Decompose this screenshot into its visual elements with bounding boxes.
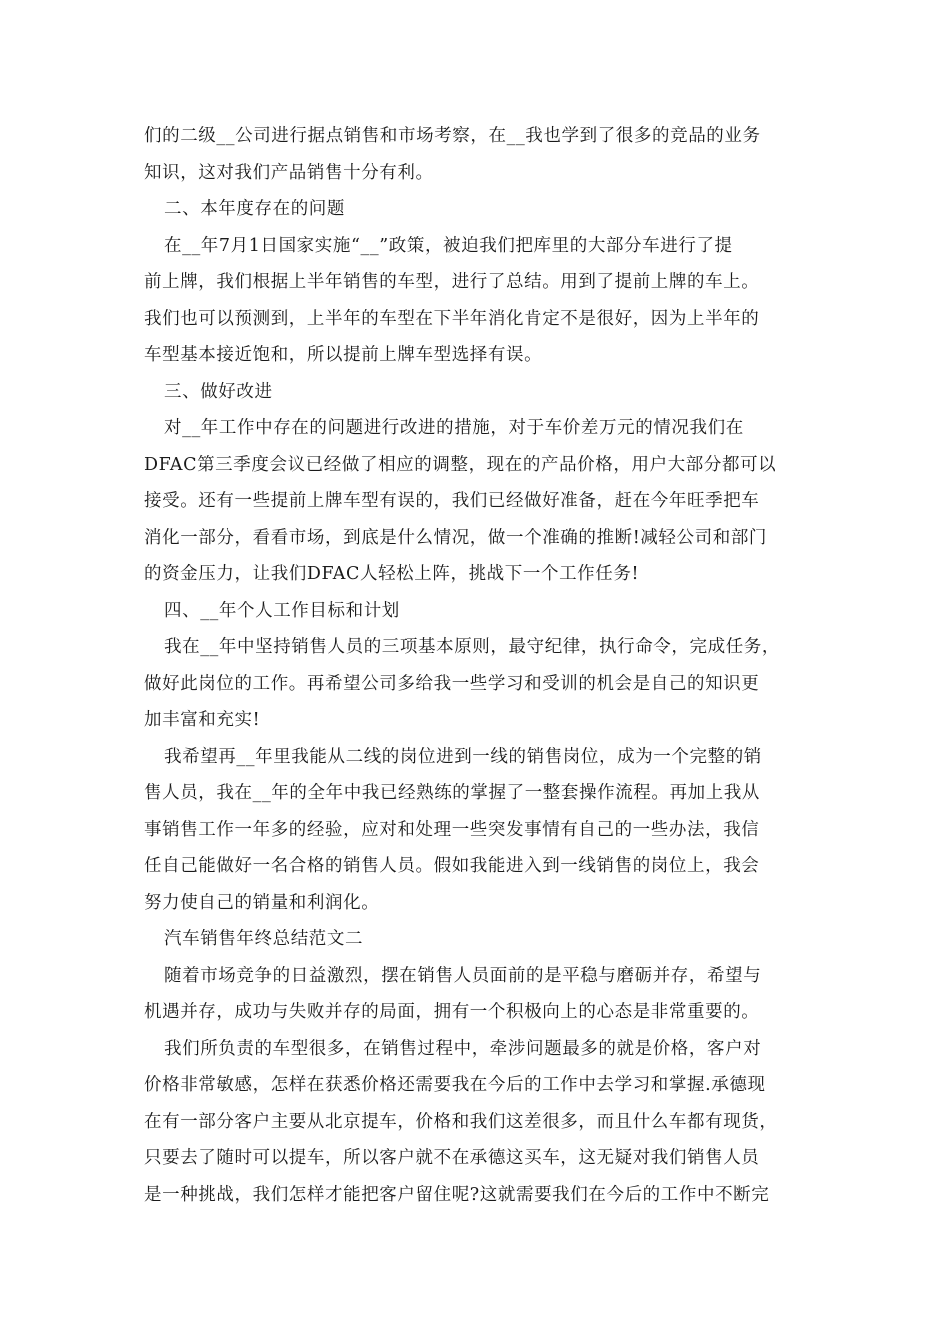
paragraph-line: 做好此岗位的工作。再希望公司多给我一些学习和受训的机会是自己的知识更 xyxy=(144,673,760,694)
paragraph-line: 我们也可以预测到，上半年的车型在下半年消化肯定不是很好，因为上半年的 xyxy=(144,308,760,329)
document-body xyxy=(144,118,808,1213)
paragraph-line: 机遇并存，成功与失败并存的局面，拥有一个积极向上的心态是非常重要的。 xyxy=(144,1002,760,1022)
paragraph-first-line: 三、做好改进 xyxy=(164,381,273,402)
paragraph-first-line: 我在__年中坚持销售人员的三项基本原则，最守纪律，执行命令，完成任务， xyxy=(164,637,780,657)
paragraph-line: 车型基本接近饱和，所以提前上牌车型选择有误。 xyxy=(144,345,543,365)
paragraph-line: 是一种挑战，我们怎样才能把客户留住呢?这就需要我们在今后的工作中不断完 xyxy=(144,1184,770,1205)
paragraph-line: 售人员，我在__年的全年中我已经熟练的掌握了一整套操作流程。再加上我从 xyxy=(144,783,760,803)
paragraph-first-line: 随着市场竞争的日益激烈，摆在销售人员面前的是平稳与磨砺并存，希望与 xyxy=(164,965,762,986)
paragraph-line: 接受。还有一些提前上牌车型有误的，我们已经做好准备，赶在今年旺季把车 xyxy=(144,491,760,511)
paragraph-line: 消化一部分，看看市场，到底是什么情况，做一个准确的推断!减轻公司和部门 xyxy=(144,527,768,548)
paragraph-line: 加丰富和充实! xyxy=(144,710,261,730)
paragraph-line: 努力使自己的销量和利润化。 xyxy=(144,892,380,913)
paragraph-first-line: 四、__年个人工作目标和计划 xyxy=(164,600,400,621)
paragraph-line: 们的二级__公司进行据点销售和市场考察，在__我也学到了很多的竞品的业务 xyxy=(144,126,761,146)
paragraph-first-line: 对__年工作中存在的问题进行改进的措施，对于车价差万元的情况我们在 xyxy=(164,418,744,438)
paragraph-first-line: 我希望再__年里我能从二线的岗位进到一线的销售岗位，成为一个完整的销 xyxy=(164,746,762,767)
paragraph-first-line: 二、本年度存在的问题 xyxy=(164,199,345,219)
paragraph-line: 的资金压力，让我们DFAC人轻松上阵，挑战下一个工作任务! xyxy=(144,564,640,584)
paragraph-first-line: 汽车销售年终总结范文二 xyxy=(164,929,364,949)
paragraph-line: 前上牌，我们根据上半年销售的车型，进行了总结。用到了提前上牌的车上。 xyxy=(144,272,760,292)
paragraph-line: 只要去了随时可以提车，所以客户就不在承德这买车，这无疑对我们销售人员 xyxy=(144,1148,760,1168)
paragraph-line: 事销售工作一年多的经验，应对和处理一些突发事情有自己的一些办法，我信 xyxy=(144,819,760,840)
paragraph-first-line: 在__年7月1日国家实施“__”政策，被迫我们把库里的大部分车进行了提 xyxy=(164,235,733,256)
paragraph-line: 知识，这对我们产品销售十分有利。 xyxy=(144,162,434,183)
paragraph-line: 任自己能做好一名合格的销售人员。假如我能进入到一线销售的岗位上，我会 xyxy=(144,856,760,876)
paragraph-line: 在有一部分客户主要从北京提车，价格和我们这差很多，而且什么车都有现货， xyxy=(144,1111,778,1132)
paragraph-line: 价格非常敏感，怎样在获悉价格还需要我在今后的工作中去学习和掌握.承德现 xyxy=(144,1075,766,1095)
paragraph-first-line: 我们所负责的车型很多，在销售过程中，牵涉问题最多的就是价格，客户对 xyxy=(164,1038,762,1059)
paragraph-line: DFAC第三季度会议已经做了相应的调整，现在的产品价格，用户大部分都可以 xyxy=(144,454,777,475)
